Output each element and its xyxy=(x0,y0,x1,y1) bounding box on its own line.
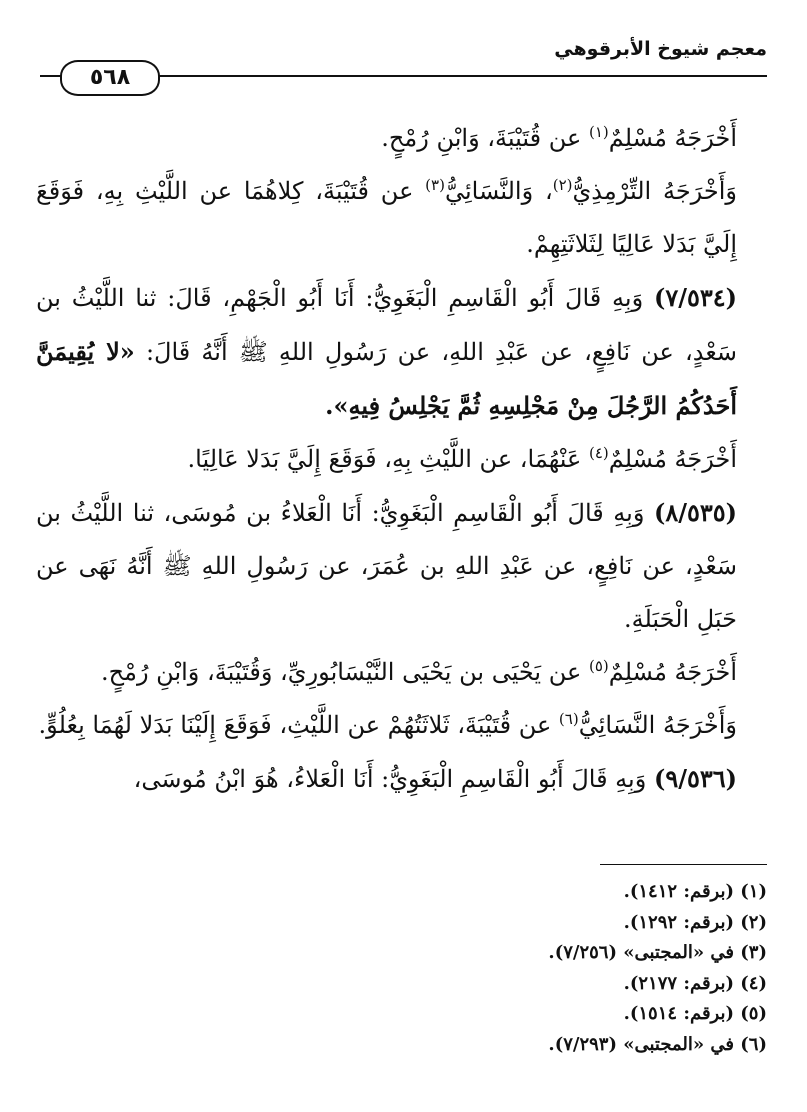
page-header xyxy=(40,30,767,90)
footnote: (٣) في «المجتبى» (٧/٢٥٦). xyxy=(548,942,767,963)
page-number: ٥٦٨ xyxy=(60,60,160,96)
text-run: عن يَحْيَى بن يَحْيَى النَّيْسَابُورِيِّ، وَقُتَيْبَةَ، وَابْنِ رُمْحٍ. xyxy=(100,658,589,686)
text-run: عن قُتَيْبَةَ، ثَلاثَتُهُمْ عن اللَّيْثِ، فَوَقَعَ إِلَيْنَا بَدَلا لَهُمَا بِعُلُوٍّ. xyxy=(38,711,559,739)
running-title: معجم شيوخ الأبرقوهي xyxy=(554,38,767,60)
main-text xyxy=(36,112,767,806)
text-run: وَبِهِ قَالَ أَبُو الْقَاسِمِ الْبَغَوِيُّ: أَنَا الْعَلاءُ، هُوَ ابْنُ مُوسَى، xyxy=(133,765,654,793)
paragraph xyxy=(36,486,767,646)
text-run: عَنْهُمَا، عن اللَّيْثِ بِهِ، فَوَقَعَ إِلَيَّ بَدَلا عَالِيًا. xyxy=(187,445,589,473)
footnotes xyxy=(267,877,767,1060)
text-run: أَخْرَجَهُ مُسْلِمٌ xyxy=(608,445,737,473)
text-run: وَأَخْرَجَهُ النَّسَائِيُّ xyxy=(578,711,737,739)
hadith-number: (٧/٥٣٤) xyxy=(653,283,737,312)
text-run: عن قُتَيْبَةَ، وَابْنِ رُمْحٍ. xyxy=(381,124,589,152)
footnote-ref: (٦) xyxy=(558,710,579,728)
footnote: (٤) (برقم: ٢١٧٧). xyxy=(623,972,767,994)
text-run: ، وَالنَّسَائِيُّ xyxy=(444,177,553,205)
hadith-number: (٨/٥٣٥) xyxy=(653,498,737,527)
text-run: وَأَخْرَجَهُ التِّرْمِذِيُّ xyxy=(572,177,738,205)
text-run: وَبِهِ قَالَ أَبُو الْقَاسِمِ الْبَغَوِيُّ: أَنَا الْعَلاءُ بن مُوسَى، ثنا اللَّيْثُ بن سَعْدٍ، عن نَافِعٍ، عن عَبْدِ اللهِ بن عُمَرَ، عن رَسُولِ اللهِ ﷺ أَنَّهُ نَهَى عن حَبَلِ الْحَبَلَةِ. xyxy=(36,499,737,633)
footnote-ref: (١) xyxy=(588,123,609,141)
text-run: وَبِهِ قَالَ أَبُو الْقَاسِمِ الْبَغَوِيُّ: أَنَا أَبُو الْجَهْمِ، قَالَ: ثنا اللَّيْثُ بن سَعْدٍ، عن نَافِعٍ، عن عَبْدِ اللهِ، عن رَسُولِ اللهِ ﷺ أَنَّهُ قَالَ: xyxy=(36,284,738,366)
text-run: عن قُتَيْبَةَ، كِلاهُمَا عن اللَّيْثِ بِهِ، فَوَقَعَ إِلَيَّ بَدَلا عَالِيًا لِثَلاثَتِهِمْ. xyxy=(36,177,737,258)
paragraph xyxy=(36,433,767,486)
footnote-ref: (٢) xyxy=(552,176,573,194)
paragraph xyxy=(36,699,767,752)
footnote: (٥) (برقم: ١٥١٤). xyxy=(623,1003,767,1024)
footnote-ref: (٥) xyxy=(588,657,609,675)
hadith-number: (٩/٥٣٦) xyxy=(653,764,737,793)
paragraph xyxy=(36,112,767,165)
footnote-separator xyxy=(600,864,767,865)
paragraph xyxy=(36,165,767,271)
text-run: أَخْرَجَهُ مُسْلِمٌ xyxy=(608,658,737,686)
footnote: (٢) (برقم: ١٢٩٢). xyxy=(623,911,767,933)
paragraph xyxy=(36,752,767,806)
text-run: أَخْرَجَهُ مُسْلِمٌ xyxy=(608,124,737,152)
hadith-text: «لا يُقِيمَنَّ أَحَدُكُمُ الرَّجُلَ مِنْ مَجْلِسِهِ ثُمَّ يَجْلِسُ فِيهِ». xyxy=(36,337,737,420)
footnote-ref: (٤) xyxy=(588,444,609,462)
footnote: (٦) في «المجتبى» (٧/٢٩٣). xyxy=(548,1033,767,1055)
paragraph xyxy=(36,646,767,699)
footnote-ref: (٣) xyxy=(425,176,445,194)
footnote: (١) (برقم: ١٤١٢). xyxy=(623,881,767,902)
paragraph xyxy=(36,271,767,433)
